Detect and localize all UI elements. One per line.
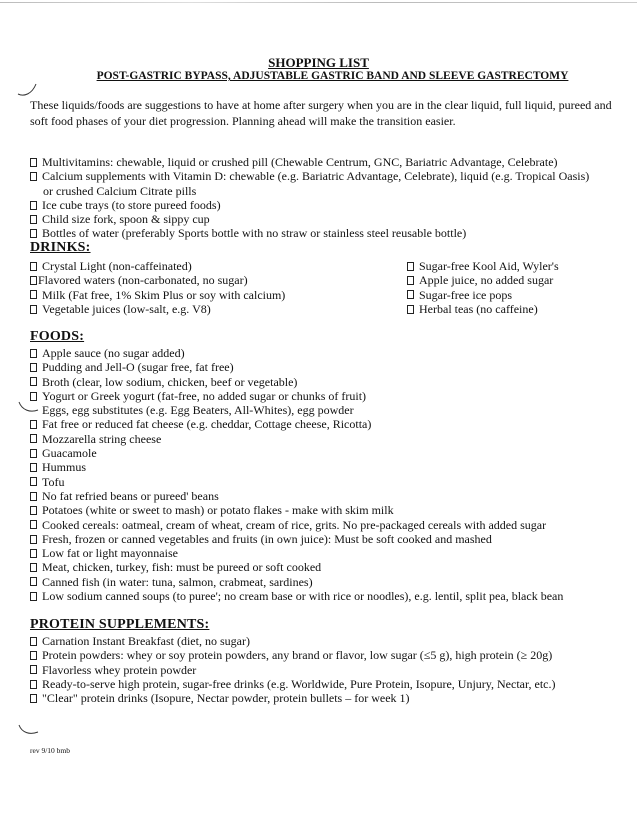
checkbox[interactable] — [30, 201, 37, 210]
checkbox[interactable] — [30, 276, 37, 285]
list-item: Potatoes (white or sweet to mash) or potato flakes - make with skim milk — [30, 503, 630, 517]
scan-top-edge — [0, 2, 637, 3]
checkbox[interactable] — [30, 463, 37, 472]
list-item: Broth (clear, low sodium, chicken, beef or vegetable) — [30, 375, 630, 389]
list-item: Sugar-free ice pops — [407, 288, 607, 302]
checkbox[interactable] — [30, 420, 37, 429]
list-item: Mozzarella string cheese — [30, 432, 630, 446]
list-item: Milk (Fat free, 1% Skim Plus or soy with calcium) — [30, 288, 390, 302]
list-item: Protein powders: whey or soy protein powders, any brand or flavor, low sugar (≤5 g), high protein (≥ 20g) — [30, 648, 630, 662]
list-item: Child size fork, spoon & sippy cup — [30, 212, 630, 226]
list-item: Sugar-free Kool Aid, Wyler's — [407, 259, 607, 273]
list-item: Guacamole — [30, 446, 630, 460]
list-item: No fat refried beans or pureed' beans — [30, 489, 630, 503]
protein-list — [30, 634, 630, 705]
checkbox[interactable] — [30, 549, 37, 558]
checkbox[interactable] — [30, 392, 37, 401]
checkbox[interactable] — [30, 449, 37, 458]
list-item: Eggs, egg substitutes (e.g. Egg Beaters, All-Whites), egg powder — [42, 403, 354, 418]
list-item: Apple juice, no added sugar — [407, 273, 607, 287]
checkbox[interactable] — [30, 694, 37, 703]
checkbox[interactable] — [30, 665, 37, 674]
list-item: Apple sauce (no sugar added) — [30, 346, 630, 360]
checkbox[interactable] — [30, 680, 37, 689]
checkbox[interactable] — [30, 229, 37, 238]
list-item: Pudding and Jell-O (sugar free, fat free) — [30, 360, 630, 374]
list-item: Flavorless whey protein powder — [30, 663, 630, 677]
checkbox[interactable] — [30, 434, 37, 443]
list-item: Bottles of water (preferably Sports bottle with no straw or stainless steel reusable bottle) — [30, 226, 630, 240]
list-item: Low fat or light mayonnaise — [30, 546, 630, 560]
drinks-list-right — [407, 259, 607, 316]
list-item: Ready-to-serve high protein, sugar-free drinks (e.g. Worldwide, Pure Protein, Isopure, Unjury, Nectar, etc.) — [30, 677, 630, 691]
page-title: SHOPPING LIST — [268, 55, 369, 70]
checkbox[interactable] — [407, 276, 414, 285]
list-item: Calcium supplements with Vitamin D: chewable (e.g. Bariatric Advantage, Celebrate), liquid (e.g. Tropical Oasis) — [30, 169, 630, 183]
checkbox[interactable] — [30, 158, 37, 167]
checkbox[interactable] — [30, 520, 37, 529]
checkbox[interactable] — [30, 563, 37, 572]
supplies-list — [30, 155, 630, 241]
checkbox[interactable] — [30, 377, 37, 386]
protein-heading: PROTEIN SUPPLEMENTS: — [30, 617, 210, 632]
list-item: "Clear" protein drinks (Isopure, Nectar powder, protein bullets – for week 1) — [30, 691, 630, 705]
checkbox[interactable] — [30, 492, 37, 501]
list-item: Hummus — [30, 460, 630, 474]
list-item: Vegetable juices (low-salt, e.g. V8) — [30, 302, 390, 316]
list-item: Cooked cereals: oatmeal, cream of wheat, cream of rice, grits. No pre-packaged cereals with added sugar — [30, 518, 630, 532]
list-item: Tofu — [30, 475, 630, 489]
checkbox[interactable] — [30, 637, 37, 646]
checkbox[interactable] — [407, 290, 414, 299]
list-item: Ice cube trays (to store pureed foods) — [30, 198, 630, 212]
list-item: Flavored waters (non-carbonated, no sugar) — [30, 273, 390, 287]
checkbox[interactable] — [30, 592, 37, 601]
list-item: Canned fish (in water: tuna, salmon, crabmeat, sardines) — [30, 575, 630, 589]
checkbox[interactable] — [30, 577, 37, 586]
checkbox[interactable] — [407, 262, 414, 271]
list-item: Low sodium canned soups (to puree'; no cream base or with rice or noodles), e.g. lentil, split pea, black bean — [30, 589, 630, 603]
list-item: Meat, chicken, turkey, fish: must be pureed or soft cooked — [30, 560, 630, 574]
checkbox[interactable] — [30, 477, 37, 486]
checkbox[interactable] — [30, 215, 37, 224]
checkbox[interactable] — [30, 290, 37, 299]
list-item: Yogurt or Greek yogurt (fat-free, no added sugar or chunks of fruit) — [30, 389, 630, 403]
list-item: Carnation Instant Breakfast (diet, no sugar) — [30, 634, 630, 648]
drinks-heading: DRINKS: — [30, 240, 91, 255]
list-item: Fresh, frozen or canned vegetables and fruits (in own juice): Must be soft cooked and mashed — [30, 532, 630, 546]
checkbox[interactable] — [30, 305, 37, 314]
list-item: Fat free or reduced fat cheese (e.g. cheddar, Cottage cheese, Ricotta) — [30, 417, 630, 431]
checkbox[interactable] — [30, 172, 37, 181]
foods-list — [30, 346, 630, 603]
revision-note: rev 9/10 bmb — [30, 746, 70, 755]
checkbox[interactable] — [30, 349, 37, 358]
drinks-list-left — [30, 259, 390, 316]
checkbox[interactable] — [30, 651, 37, 660]
checkbox[interactable] — [30, 262, 37, 271]
checkbox[interactable] — [30, 363, 37, 372]
list-item-continuation: or crushed Calcium Citrate pills — [43, 183, 197, 198]
list-item: Crystal Light (non-caffeinated) — [30, 259, 390, 273]
checkbox[interactable] — [30, 506, 37, 515]
checkbox[interactable] — [407, 305, 414, 314]
hole-punch-mark — [16, 722, 42, 742]
page-subtitle: POST-GASTRIC BYPASS, ADJUSTABLE GASTRIC BAND AND SLEEVE GASTRECTOMY — [96, 70, 569, 82]
foods-heading: FOODS: — [30, 329, 85, 344]
list-item: Herbal teas (no caffeine) — [407, 302, 607, 316]
list-item: Multivitamins: chewable, liquid or crushed pill (Chewable Centrum, GNC, Bariatric Advantage, Celebrate) — [30, 155, 630, 169]
checkbox[interactable] — [30, 535, 37, 544]
intro-paragraph: These liquids/foods are suggestions to have at home after surgery when you are in the clear liquid, full liquid, pureed and soft food phases of your diet progression. Planning ahead will make the transition easier. — [30, 98, 612, 128]
